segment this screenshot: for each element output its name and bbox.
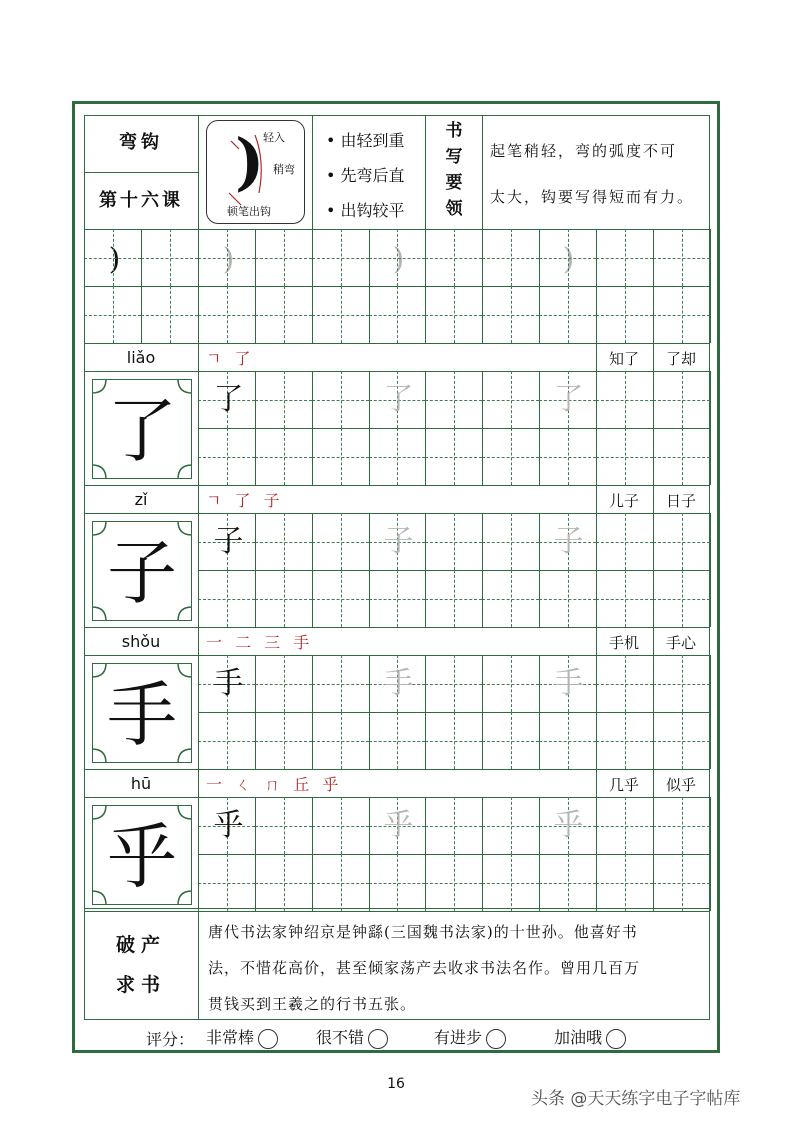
grid-guide-line (625, 286, 626, 343)
story-title-line-2: 求书 (115, 974, 166, 996)
grid-line (312, 229, 313, 343)
grid-guide-line (511, 570, 512, 627)
rating-option-label: 非常棒 (206, 1028, 255, 1047)
grid-line (255, 229, 256, 343)
grid-line (84, 627, 198, 628)
grid-guide-line (397, 712, 398, 769)
stroke-diagram (206, 120, 305, 224)
grid-guide-line (682, 655, 683, 712)
grid-guide-line (284, 797, 285, 854)
rating-circle-icon[interactable] (486, 1029, 506, 1049)
grid-guide-line (511, 712, 512, 769)
grid-line (141, 229, 142, 343)
trace-character: 子 (213, 523, 244, 559)
grid-guide-line (454, 286, 455, 343)
example-word: 几乎 (608, 776, 639, 794)
grid-line (482, 797, 483, 911)
trace-character: 子 (553, 523, 584, 559)
grid-line (198, 513, 199, 627)
pinyin-label: shǒu (121, 632, 161, 651)
grid-guide-line (568, 712, 569, 769)
grid-guide-line (454, 854, 455, 911)
example-word: 知了 (608, 350, 639, 368)
grid-line (84, 769, 198, 770)
grid-guide-line (227, 854, 228, 911)
model-character: 子 (107, 532, 177, 614)
grid-guide-line (682, 797, 683, 854)
grid-guide-line (682, 286, 683, 343)
grid-guide-line (454, 428, 455, 485)
grid-line (84, 485, 198, 486)
trace-character: 了 (383, 381, 414, 417)
grid-guide-line (113, 229, 114, 286)
trace-character: 了 (553, 381, 584, 417)
grid-line (482, 229, 483, 343)
pinyin-label: zǐ (134, 490, 148, 509)
tip-2: • 先弯后直 (326, 166, 405, 185)
grid-guide-line (511, 797, 512, 854)
grid-guide-line (682, 229, 683, 286)
grid-guide-line (341, 371, 342, 428)
grid-guide-line (284, 428, 285, 485)
grid-line (596, 229, 597, 343)
pinyin-label: hū (130, 774, 152, 793)
grid-guide-line (284, 371, 285, 428)
grid-guide-line (511, 655, 512, 712)
grid-guide-line (568, 570, 569, 627)
grid-line (312, 513, 313, 627)
grid-guide-line (341, 712, 342, 769)
grid-line (482, 371, 483, 485)
grid-guide-line (682, 371, 683, 428)
grid-line (198, 485, 199, 513)
rating-circle-icon[interactable] (368, 1029, 388, 1049)
grid-line (198, 343, 199, 371)
direction-arrows-icon (207, 121, 306, 225)
example-word: 似乎 (665, 776, 696, 794)
trace-character: 手 (383, 665, 414, 701)
stroke-order: ㄱ 了 子 (206, 491, 284, 510)
grid-line (539, 229, 540, 343)
trace-character: 乎 (213, 807, 244, 843)
grid-guide-line (227, 229, 228, 286)
trace-character: 手 (553, 665, 584, 701)
grid-guide-line (341, 570, 342, 627)
story-title-line-1: 破产 (115, 934, 166, 956)
tip-3: • 出钩较平 (326, 201, 405, 220)
grid-line (198, 911, 710, 912)
grid-guide-line (511, 513, 512, 570)
grid-guide-line (568, 854, 569, 911)
tip-1: • 由轻到重 (326, 131, 405, 150)
story-line-2: 法，不惜花高价，甚至倾家荡产去收求书法名作。曾用几百万 (208, 959, 641, 977)
grid-guide-line (170, 229, 171, 286)
grid-guide-line (341, 655, 342, 712)
grid-line (653, 655, 654, 769)
grid-guide-line (682, 570, 683, 627)
grid-line (653, 513, 654, 627)
model-character: 乎 (107, 816, 177, 898)
note-slight-curve: 稍弯 (273, 163, 295, 176)
grid-line (710, 655, 711, 769)
grid-guide-line (227, 286, 228, 343)
grid-guide-line (625, 570, 626, 627)
stroke-order: 一 二 三 手 (206, 633, 314, 652)
rating-circle-icon[interactable] (606, 1029, 626, 1049)
grid-line (312, 371, 313, 485)
grid-guide-line (682, 428, 683, 485)
pinyin-label: liǎo (126, 348, 156, 367)
key-points-line-1: 起笔稍轻，弯的弧度不可 (490, 142, 678, 160)
grid-guide-line (625, 513, 626, 570)
rating-option-label: 加油哦 (554, 1028, 603, 1047)
grid-guide-line (454, 371, 455, 428)
grid-guide-line (511, 854, 512, 911)
note-light-entry: 轻入 (263, 131, 285, 144)
grid-line (312, 655, 313, 769)
grid-guide-line (397, 854, 398, 911)
example-word: 手机 (608, 634, 639, 652)
trace-character: 乎 (383, 807, 414, 843)
grid-line (198, 655, 199, 769)
grid-guide-line (341, 797, 342, 854)
grid-guide-line (284, 655, 285, 712)
example-word: 日子 (665, 492, 696, 510)
model-character: 了 (107, 390, 177, 472)
grid-line (198, 769, 710, 770)
grid-line (84, 343, 710, 344)
example-word: 手心 (665, 634, 696, 652)
grid-guide-line (227, 570, 228, 627)
grid-guide-line (682, 712, 683, 769)
grid-line (198, 797, 199, 911)
grid-guide-line (511, 428, 512, 485)
lesson-title: 第十六课 (99, 190, 183, 211)
grid-guide-line (227, 712, 228, 769)
grid-guide-line (625, 371, 626, 428)
grid-guide-line (454, 570, 455, 627)
stroke-order: ㄱ 了 (206, 349, 255, 368)
grid-guide-line (227, 428, 228, 485)
rating-option-good[interactable] (316, 1025, 388, 1049)
story-line-1: 唐代书法家钟绍京是钟繇(三国魏书法家)的十世孙。他喜好书 (208, 923, 638, 941)
grid-line (710, 797, 711, 911)
grid-guide-line (397, 570, 398, 627)
grid-guide-line (625, 854, 626, 911)
grid-guide-line (568, 428, 569, 485)
example-word: 儿子 (608, 492, 639, 510)
grid-guide-line (682, 854, 683, 911)
grid-line (198, 485, 710, 486)
rating-option-label: 很不错 (316, 1028, 365, 1047)
grid-line (710, 371, 711, 485)
grid-guide-line (625, 655, 626, 712)
grid-line (84, 911, 198, 912)
grid-line (710, 513, 711, 627)
grid-line (653, 371, 654, 485)
grid-line (198, 371, 199, 485)
grid-guide-line (625, 797, 626, 854)
grid-guide-line (284, 854, 285, 911)
grid-guide-line (341, 229, 342, 286)
grid-guide-line (625, 712, 626, 769)
grid-guide-line (284, 570, 285, 627)
practice-sample-3: ) (392, 241, 405, 277)
grid-line (369, 229, 370, 343)
grid-guide-line (397, 229, 398, 286)
grid-guide-line (341, 286, 342, 343)
example-word: 了却 (665, 350, 696, 368)
grid-guide-line (511, 371, 512, 428)
grid-guide-line (454, 712, 455, 769)
grid-line (198, 229, 199, 343)
rating-option-label: 有进步 (434, 1028, 483, 1047)
trace-character: 子 (383, 523, 414, 559)
grid-guide-line (454, 513, 455, 570)
grid-guide-line (397, 428, 398, 485)
trace-character: 手 (213, 665, 244, 701)
grid-guide-line (454, 655, 455, 712)
grid-line (653, 229, 654, 343)
grid-guide-line (454, 797, 455, 854)
grid-guide-line (454, 229, 455, 286)
practice-sample-2: ) (222, 241, 235, 277)
grid-line (482, 513, 483, 627)
key-points-line-2: 太大，钩要写得短而有力。 (490, 188, 695, 206)
grid-line (653, 797, 654, 911)
note-hook-out: 顿笔出钩 (227, 205, 271, 218)
grid-guide-line (170, 286, 171, 343)
grid-guide-line (341, 428, 342, 485)
grid-line (312, 797, 313, 911)
model-character: 手 (107, 674, 177, 756)
rating-option-great[interactable] (206, 1025, 278, 1049)
rating-circle-icon[interactable] (258, 1029, 278, 1049)
grid-guide-line (511, 286, 512, 343)
rating-label: 评分： (146, 1030, 195, 1049)
grid-guide-line (568, 286, 569, 343)
rating-option-keep-going[interactable] (554, 1025, 626, 1049)
rating-option-progress[interactable] (434, 1025, 506, 1049)
grid-line (710, 229, 711, 343)
grid-guide-line (625, 229, 626, 286)
practice-sample-4: ) (562, 241, 575, 277)
grid-guide-line (284, 712, 285, 769)
story-line-3: 贯钱买到王羲之的行书五张。 (208, 995, 417, 1013)
grid-guide-line (284, 229, 285, 286)
page-number: 16 (387, 1076, 405, 1092)
grid-guide-line (397, 286, 398, 343)
practice-sample-1: ) (108, 241, 121, 277)
grid-guide-line (341, 854, 342, 911)
grid-line (198, 769, 199, 797)
trace-character: 了 (213, 381, 244, 417)
grid-line (425, 229, 426, 343)
grid-line (198, 627, 199, 655)
grid-line (84, 229, 85, 343)
grid-line (198, 627, 710, 628)
stroke-order: 一 ㄑ ㄇ 丘 乎 (206, 775, 343, 794)
grid-guide-line (284, 513, 285, 570)
grid-guide-line (682, 513, 683, 570)
grid-guide-line (341, 513, 342, 570)
key-points-label: 书写要领 (445, 121, 463, 219)
grid-guide-line (284, 286, 285, 343)
trace-character: 乎 (553, 807, 584, 843)
grid-guide-line (568, 229, 569, 286)
stroke-glyph: ) (235, 125, 265, 198)
grid-guide-line (511, 229, 512, 286)
watermark: 头条 @天天练字电子字帖库 (531, 1089, 741, 1109)
grid-guide-line (625, 428, 626, 485)
grid-guide-line (113, 286, 114, 343)
grid-line (482, 655, 483, 769)
stroke-name: 弯钩 (119, 132, 163, 153)
